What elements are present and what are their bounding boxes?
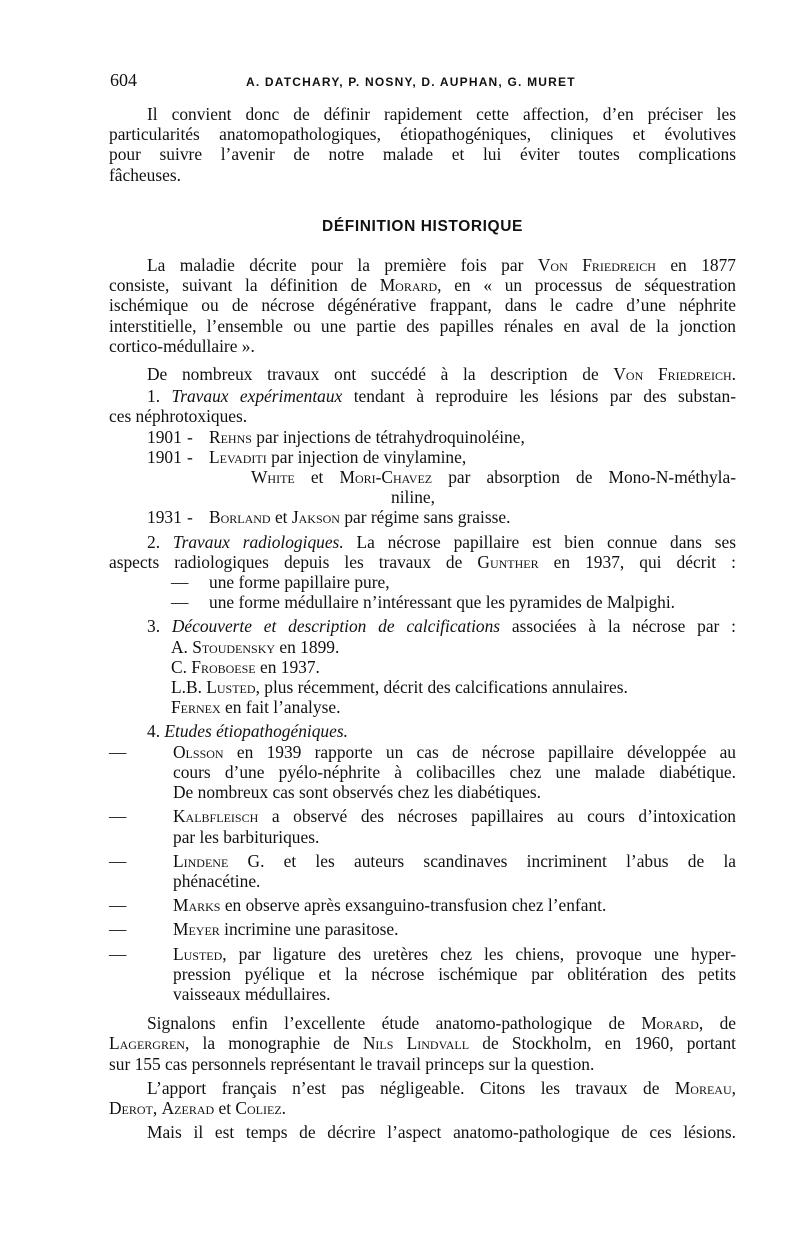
author-name: Morard [641,1013,699,1034]
definition-line: ischémique ou de nécrose dégénérative frappant, dans le cadre d’une néphrite [109,295,736,316]
text-span: tendant à reproduire les lésions par des substan- [342,386,736,407]
dated-entry [109,427,736,447]
author-name: Kalbfleisch [173,806,259,827]
em-dash: — [109,895,127,916]
text-span: associées à la nécrose par : [500,616,736,637]
item-2-bullet [109,572,736,592]
intro-line: Il convient donc de définir rapidement cette affection, d’en préciser les [147,104,736,124]
text-span: en 1937, qui décrit : [538,551,736,572]
text-span: en observe après exsanguino-transfusion chez l’enfant. [220,895,607,916]
calcification-entry [109,677,736,697]
bullet-line [109,806,736,826]
text-span: en 1939 rapporte un cas de nécrose papillaire développée au [223,741,736,762]
item-title: Travaux expérimentaux [171,386,343,407]
author-name: Meyer [173,919,220,940]
text-span: . [281,1097,287,1118]
text-span: G. et les auteurs scandinaves incriminent l’abus de la [228,850,736,871]
bullet-line: par les barbituriques. [173,826,320,847]
author-name: Olsson [173,741,224,762]
year: 1901 [147,426,182,447]
bullet-line: vaisseaux médullaires. [173,983,331,1004]
intro-paragraph [109,104,736,185]
text-span: , par ligature des uretères chez les chiens, provoque une hyper- [222,943,736,964]
text-span: par régime sans graisse. [339,507,511,528]
bullet-line [109,742,736,762]
bullet-marks [109,895,736,915]
author-name: Nils Lindvall [362,1033,470,1054]
em-dash: — [109,943,127,964]
author-name: Lagergren [109,1033,185,1054]
intro-line: fâcheuses. [109,164,181,185]
bullet-meyer [109,919,736,939]
author-name: Coliez [235,1097,282,1118]
text-span: . [731,364,736,385]
item-2-line [109,552,736,572]
text-span: , [152,1097,162,1118]
signalons-line: sur 155 cas personnels représentant le travail princeps sur la question. [109,1053,595,1074]
text-span: , plus récemment, décrit des calcifications annulaires. [255,677,628,698]
author-name: Gunther [477,551,539,572]
item-title: Etudes étiopathogéniques. [164,721,348,742]
author-name: Stoudensky [192,636,276,657]
author-name: Jakson [291,507,340,528]
author-name: Von Friedreich [537,255,656,276]
definition-line: interstitielle, l’ensemble ou une partie des papilles rénales en aval de la jonction [109,315,736,336]
text-span: La maladie décrite pour la première fois par [147,255,538,276]
year: 1931 [147,507,182,528]
text-span: en 1899. [275,636,340,657]
signalons-line [109,1013,736,1033]
author-name: White [251,467,295,488]
bullet-line [109,895,736,915]
text-span: C. [171,656,192,677]
item-2-line [109,532,736,552]
author-name: Derot [109,1097,153,1118]
dash: - [187,446,193,467]
dated-entry-continued [109,467,736,487]
text-span: , de [698,1013,736,1034]
text-span: consiste, suivant la définition de [109,275,380,296]
author-name: Froboese [191,656,256,677]
author-name: Lusted [206,677,256,698]
bullet-line [109,851,736,871]
definition-line [109,275,736,295]
calcification-entry [109,697,736,717]
author-name: Von Friedreich [613,364,732,385]
text-span: De nombreux travaux ont succédé à la description de [147,364,614,385]
item-2-bullet [109,592,736,612]
signalons-line [109,1033,736,1053]
em-dash: — [109,919,127,940]
text-span: et [270,507,292,528]
text-span: une forme papillaire pure, [209,572,390,593]
signalons-paragraph [109,1013,736,1074]
item-4-line [109,721,736,741]
em-dash: — [109,806,127,827]
item-number: 2. [147,531,161,552]
text-span: en 1877 [655,255,736,276]
text-span: et [294,467,340,488]
item-4 [109,721,736,1004]
author-name: Mori-Chavez [339,467,433,488]
definition-line [109,255,736,275]
running-header [110,70,740,92]
author-name: Marks [173,895,221,916]
em-dash: — [109,850,127,871]
apport-line [109,1098,736,1118]
bullet-line: pression pyélique et la nécrose ischémique par oblitération des petits [173,963,736,984]
year: 1901 [147,446,182,467]
author-name: Borland [209,507,271,528]
bullet-lusted [109,944,736,1005]
text-span: L’apport français n’est pas négligeable. Citons les travaux de [147,1077,675,1098]
text-span: A. [171,636,193,657]
item-title: Travaux radiologiques. [172,531,344,552]
text-span: une forme médullaire n’intéressant que les pyramides de Malpighi. [209,592,676,613]
author-name: Morard [379,275,438,296]
text-span: aspects radiologiques depuis les travaux de [109,551,478,572]
intro-line: pour suivre l’avenir de notre malade et lui éviter toutes complications [109,144,736,165]
item-1-line [109,386,736,406]
author-name: Fernex [171,697,221,718]
em-dash: — [109,741,127,762]
author-name: Lusted [173,943,223,964]
definition-paragraph [109,255,736,356]
calcification-entry [109,637,736,657]
item-3 [109,616,736,717]
dated-entry [109,507,736,527]
text-span: La nécrose papillaire est bien connue dans ses [343,531,736,552]
page-number: 604 [110,70,137,90]
item-1 [109,386,736,527]
dated-entry-continued: niline, [391,487,435,508]
text-span: , la monographie de [184,1033,363,1054]
author-name: Rehns [209,426,252,447]
bullet-line: De nombreux cas sont observés chez les diabétiques. [173,782,541,803]
item-title: Découverte et description de calcifications [171,616,501,637]
text-span: de Stockholm, en 1960, portant [469,1033,737,1054]
em-dash: — [171,592,189,613]
mais-paragraph: Mais il est temps de décrire l’aspect anatomo-pathologique de ces lésions. [147,1122,736,1143]
author-name: Lindene [173,850,229,871]
apport-line [109,1078,736,1098]
item-number: 1. [147,386,161,407]
item-3-line [109,616,736,636]
item-2 [109,532,736,613]
dash: - [187,426,193,447]
bullet-line: phénacétine. [173,870,261,891]
running-header-authors: A. DATCHARY, P. NOSNY, D. AUPHAN, G. MURET [246,75,576,89]
text-span: en fait l’analyse. [220,697,341,718]
em-dash: — [171,572,189,593]
calcification-entry [109,657,736,677]
dated-entry [109,447,736,467]
text-span: en 1937. [255,656,320,677]
bullet-lindene [109,851,736,891]
section-heading: DÉFINITION HISTORIQUE [322,217,523,235]
dash: - [187,507,193,528]
text-span: L.B. [171,677,207,698]
text-span: incrimine une parasitose. [219,919,399,940]
bullet-line [109,919,736,939]
intro-line: particularités anatomopathologiques, étiopathogéniques, cliniques et évolutives [109,124,736,145]
text-span: par absorption de Mono-N-méthyla- [432,467,737,488]
bullet-kalbfleisch [109,806,736,846]
bullet-line [109,944,736,964]
item-number: 3. [147,616,161,637]
bullet-line: cours d’une pyélo-néphrite à colibacilles chez une malade diabétique. [173,761,736,782]
text-span: a observé des nécroses papillaires au cours d’intoxication [258,806,736,827]
text-span: par injection de vinylamine, [266,446,467,467]
text-span: par injections de tétrahydroquinoléine, [251,426,525,447]
bullet-olsson [109,742,736,803]
item-number: 4. [147,721,161,742]
definition-line: cortico-médullaire ». [109,335,255,356]
nombreux-paragraph [109,364,736,384]
author-name: Azerad [161,1097,215,1118]
item-1-line: ces néphrotoxiques. [109,406,248,427]
author-name: Moreau [674,1077,732,1098]
text-span: , [731,1077,736,1098]
article-body [109,104,736,1142]
author-name: Levaditi [209,446,267,467]
apport-paragraph [109,1078,736,1118]
text-span: et [214,1097,236,1118]
text-span: Signalons enfin l’excellente étude anatomo-pathologique de [147,1013,642,1034]
text-span: , en « un processus de séquestration [437,275,736,296]
